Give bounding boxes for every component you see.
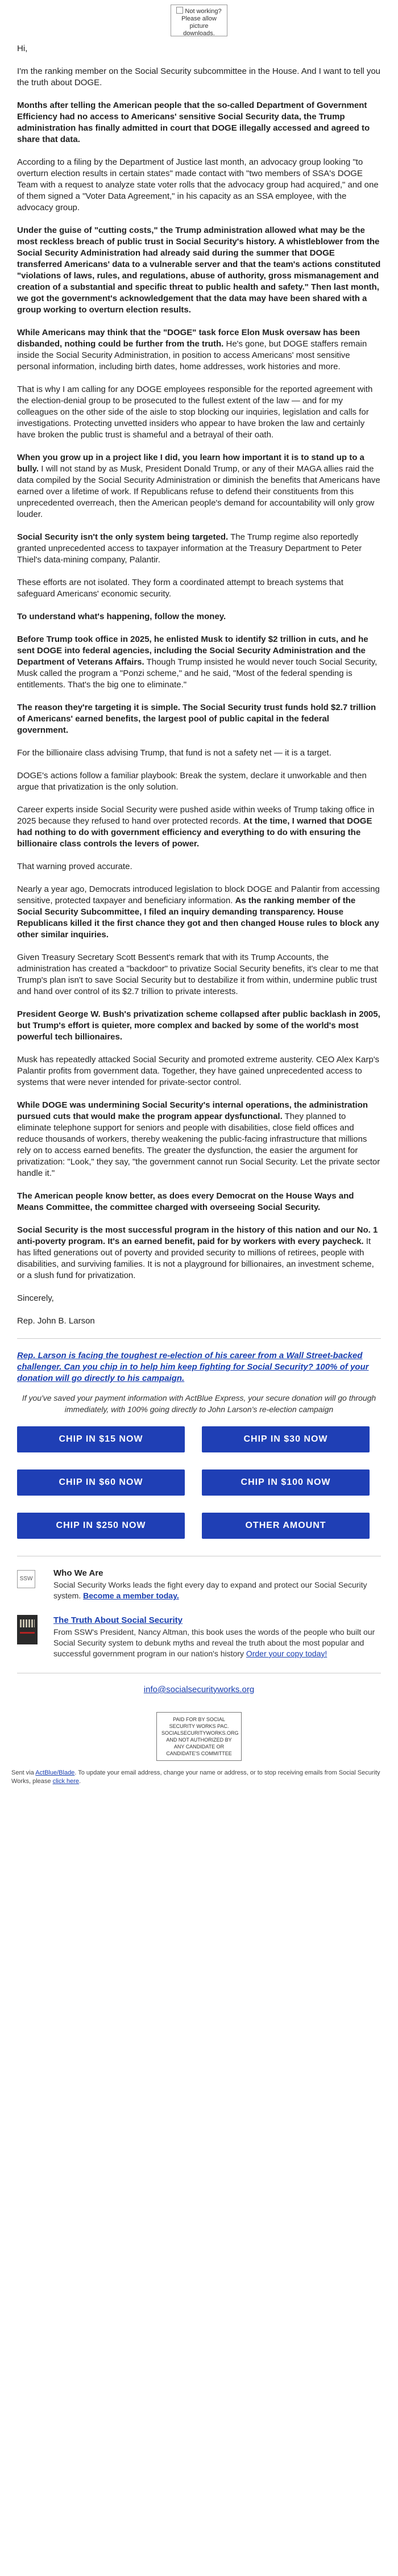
letter-paragraph: To understand what's happening, follow the money. <box>17 612 226 621</box>
who-we-are-section <box>0 1568 398 1601</box>
chip-in-100-button[interactable]: CHIP IN $100 NOW <box>202 1469 370 1496</box>
text: The Trump regime also reportedly granted unprecedented access to taxpayer information at the Treasury Department to Peter Thiel's data-mining company, Palantir. <box>17 532 362 565</box>
letter-paragraph <box>17 532 381 566</box>
footer <box>0 1769 398 1793</box>
header-image-alt: Not working? Please allow picture downloads. <box>181 8 222 37</box>
letter-paragraph: I'm the ranking member on the Social Security subcommittee in the House. And I want to tell you the truth about DOGE. <box>17 66 381 87</box>
letter-paragraph: That warning proved accurate. <box>17 862 132 871</box>
letter-paragraph: DOGE's actions follow a familiar playbook: Break the system, declare it unworkable and then argue that privatization is the only solution. <box>17 771 367 792</box>
chip-in-250-button[interactable]: CHIP IN $250 NOW <box>17 1513 185 1539</box>
ssw-logo-container <box>17 1568 44 1601</box>
actblue-link[interactable]: ActBlue/Blade <box>35 1769 75 1776</box>
letter-paragraph: President George W. Bush's privatization scheme collapsed after public backlash in 2005, but Trump's effort is quieter, more complex and backed by some of the world's most powerful tech billionaires. <box>17 1009 380 1042</box>
book-cover-image[interactable] <box>17 1615 38 1644</box>
letter-paragraph <box>17 1225 381 1281</box>
book-description: From SSW's President, Nancy Altman, this book uses the words of the people who built our Social Security system to debunk myths and reveal the truth about the most popular and successful government program in our nation's history <box>53 1627 375 1658</box>
who-we-are-text <box>53 1568 381 1601</box>
text: Though Trump insisted he would never touch Social Security, Musk called the program a "Ponzi scheme," and he said, "Most of the federal spending is entitlements. That's the big one to eliminate." <box>17 657 378 690</box>
letter-paragraph: Given Treasury Secretary Scott Bessent's remark that with its Trump Accounts, the administration has created a "backdoor" to privatize Social Security benefits, it's clear to me that Trump's plan isn't to save Social Security but to destabilize it from within, undermine public trust and hand over control of its $2.7 trillion to private interests. <box>17 953 379 996</box>
book-title <box>53 1615 381 1626</box>
letter-paragraph: These efforts are not isolated. They form a coordinated attempt to breach systems that safeguard Americans' economic security. <box>17 578 343 599</box>
donation-section <box>0 1350 398 1539</box>
footer-text: Sent via <box>11 1769 36 1776</box>
unsubscribe-link[interactable]: click here <box>52 1778 80 1785</box>
become-member-link[interactable]: Become a member today. <box>83 1591 179 1600</box>
footer-text: . To update your email address, change your name or address, or to stop receiving emails from Social Security Works, please <box>11 1769 380 1785</box>
bold-text: While Americans may think that the "DOGE" task force Elon Musk oversaw has been disbanded, nothing could be further from the truth. <box>17 328 360 349</box>
bold-text: Before Trump took office in 2025, he enlisted Musk to identify $2 trillion in cuts, and he sent DOGE into federal agencies, including the Social Security Administration and the Department of Veterans Affairs. <box>17 634 368 667</box>
paid-for-disclaimer: PAID FOR BY SOCIAL SECURITY WORKS PAC. SOCIALSECURITYWORKS.ORG AND NOT AUTHORIZED BY ANY CANDIDATE OR CANDIDATE'S COMMITTEE <box>156 1712 242 1761</box>
letter-paragraph <box>17 452 381 520</box>
other-amount-button[interactable]: OTHER AMOUNT <box>202 1513 370 1539</box>
letter-paragraph <box>17 804 381 850</box>
book-title-link[interactable]: The Truth About Social Security <box>53 1615 183 1625</box>
text: They planned to eliminate telephone support for seniors and people with disabilities, close field offices and reduce thousands of workers, thereby weakening the public-facing infrastructure that millions rely on to access earned benefits. The greater the dysfunction, the easier the argument for privatization: "Look," they say, "the government cannot run Social Security. Let the private sector handle it." <box>17 1112 380 1178</box>
chip-in-15-button[interactable]: CHIP IN $15 NOW <box>17 1426 185 1452</box>
letter-paragraph: Months after telling the American people that the so-called Department of Government Efficiency had no access to Americans' sensitive Social Security data, the Trump administration has finally admitted in court that DOGE illegally accessed and agreed to share that data. <box>17 101 370 144</box>
broken-image-icon <box>176 7 183 14</box>
letter-paragraph: That is why I am calling for any DOGE employees responsible for the reported agreement with the election-denial group to be prosecuted to the fullest extent of the law — and for my colleagues on the other side of the aisle to stop blocking our inquiries, legislation and calls for investigations. Protecting unvetted insiders who appear to have broken the law and certainly have broken the public trust is shameful and a betrayal of their oath. <box>17 385 373 440</box>
ssw-logo-icon <box>17 1570 35 1588</box>
ssw-logo-alt: SSW <box>19 1576 33 1582</box>
donation-button-grid <box>17 1426 381 1539</box>
contact-section <box>0 1685 398 1695</box>
text: He's gone, but DOGE staffers remain inside the Social Security Administration, in position to access Americans' most sensitive personal information, including birth dates, home addresses, work histories and more. <box>17 339 367 371</box>
divider <box>17 1338 381 1339</box>
text: Career experts inside Social Security were pushed aside within weeks of Trump taking office in 2025 because they refused to hand over protected records. <box>17 805 375 826</box>
bold-text: At the time, I warned that DOGE had nothing to do with government efficiency and everything to do with ensuring the billionaire class controls the levers of power. <box>17 816 372 849</box>
donation-ask-link[interactable]: Rep. Larson is facing the toughest re-election of his career from a Wall Street-backed challenger. Can you chip in to help him keep fighting for Social Security? 100% of your donation will go directly to his campaign. <box>17 1351 369 1383</box>
bold-text: Social Security is the most successful program in the history of this nation and our No. 1 anti-poverty program. It's an earned benefit, paid for by workers with every paycheck. <box>17 1225 378 1246</box>
chip-in-30-button[interactable]: CHIP IN $30 NOW <box>202 1426 370 1452</box>
order-copy-link[interactable]: Order your copy today! <box>246 1649 327 1658</box>
header-image-container <box>0 0 398 40</box>
who-we-are-title: Who We Are <box>53 1568 103 1578</box>
letter-paragraph <box>17 884 381 941</box>
text: Nearly a year ago, Democrats introduced legislation to block DOGE and Palantir from accessing sensitive, protected taxpayer and beneficiary information. <box>17 884 380 905</box>
book-cover-container <box>17 1615 44 1659</box>
actblue-express-note: If you've saved your payment information with ActBlue Express, your secure donation will go through immediately, with 100% going directly to John Larson's re-election campaign <box>22 1393 376 1414</box>
footer-text: . <box>79 1778 81 1785</box>
closing: Sincerely, <box>17 1293 54 1303</box>
contact-email-link[interactable]: info@socialsecurityworks.org <box>143 1685 255 1694</box>
bold-text: As the ranking member of the Social Security Subcommittee, I filed an inquiry demanding transparency. House Republicans killed it the first chance they got and then changed House rules to block any other similar inquiries. <box>17 896 379 940</box>
donation-ask <box>17 1350 381 1384</box>
who-we-are-description: Social Security Works leads the fight every day to expand and protect our Social Security system. <box>53 1580 367 1600</box>
letter-paragraph: The American people know better, as does every Democrat on the House Ways and Means Committee, the committee charged with overseeing Social Security. <box>17 1191 354 1212</box>
letter-paragraph: For the billionaire class advising Trump, that fund is not a safety net — it is a target. <box>17 748 331 758</box>
letter-paragraph <box>17 1100 381 1179</box>
letter-paragraph <box>17 634 381 691</box>
chip-in-60-button[interactable]: CHIP IN $60 NOW <box>17 1469 185 1496</box>
bold-text: Social Security isn't the only system being targeted. <box>17 532 229 542</box>
book-section <box>0 1615 398 1659</box>
greeting: Hi, <box>17 44 28 53</box>
book-text <box>53 1615 381 1659</box>
signature: Rep. John B. Larson <box>17 1316 95 1326</box>
bold-text: While DOGE was undermining Social Security's internal operations, the administration pursued cuts that would make the program appear dysfunctional. <box>17 1100 368 1121</box>
letter-body <box>0 40 398 1327</box>
header-image-placeholder <box>171 5 227 36</box>
letter-paragraph: Under the guise of "cutting costs," the Trump administration allowed what may be the most reckless breach of public trust in Social Security's history. A whistleblower from the Social Security Administration had already said during the summer that DOGE transferred Americans' data to a vulnerable server and that the team's actions constituted "violations of laws, rules, and regulations, abuse of authority, gross mismanagement and creation of a substantial and specific threat to public health and safety." Then last month, we got the government's acknowledgement that the data may have been shared with a group working to overturn election results. <box>17 226 381 315</box>
letter-paragraph: According to a filing by the Department of Justice last month, an advocacy group looking "to overturn election results in certain states" made contact with "two members of SSA's DOGE Team with a request to analyze state voter rolls that the advocacy group had acquired," and one of them signed a "Voter Data Agreement," in his capacity as an SSA employee, with the advocacy group. <box>17 157 379 212</box>
text: I will not stand by as Musk, President Donald Trump, or any of their MAGA allies raid the data compiled by the Social Security Administration or diminish the benefits that Americans have earned over a lifetime of work. If Republicans refuse to defend their constituents from this unprecedented overreach, then the American people's demand for accountability will only grow louder. <box>17 464 380 519</box>
letter-paragraph: Musk has repeatedly attacked Social Security and promoted extreme austerity. CEO Alex Karp's Palantir profits from government data. Together, they have gained unprecedented access to systems that were never intended for private-sector control. <box>17 1055 380 1087</box>
bold-text: When you grow up in a project like I did, you learn how important it is to stand up to a bully. <box>17 453 364 474</box>
text: It has lifted generations out of poverty and provided security to millions of retirees, people with disabilities, and surviving families. It is not a playground for billionaires, an investment scheme, or a slush fund for privatization. <box>17 1237 374 1280</box>
letter-paragraph: The reason they're targeting it is simple. The Social Security trust funds hold $2.7 trillion of Americans' earned benefits, the largest pool of public capital in the federal government. <box>17 703 376 735</box>
letter-paragraph <box>17 327 381 373</box>
paid-for-container <box>0 1712 398 1761</box>
